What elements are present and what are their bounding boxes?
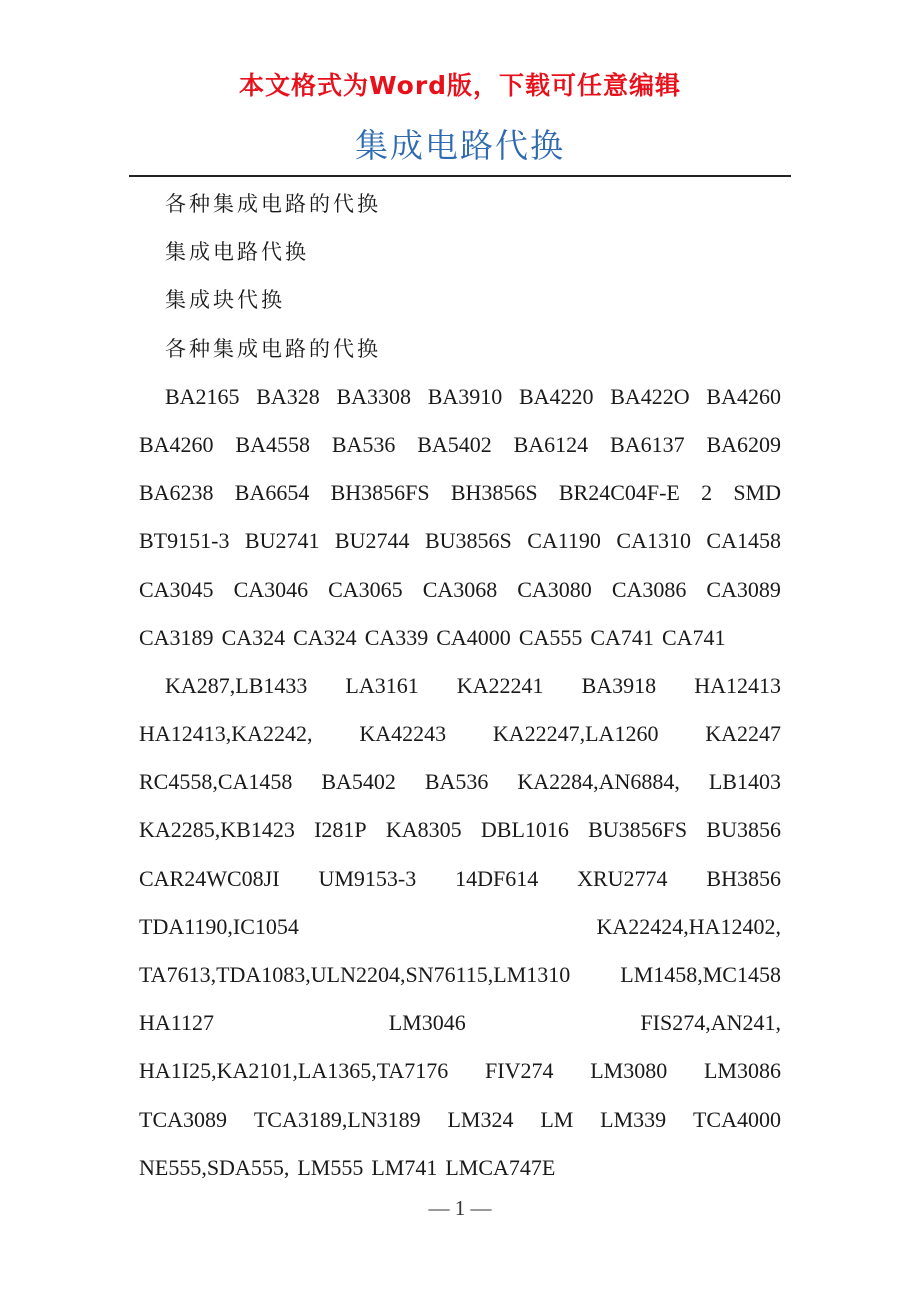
part-number: CAR24WC08JI: [139, 865, 280, 891]
part-number: KA22424,HA12402,: [596, 913, 781, 939]
part-number: CA555: [518, 624, 583, 650]
part-number: TCA4000: [692, 1106, 781, 1132]
part-number: CA1190: [527, 528, 601, 554]
text-line: [139, 710, 781, 758]
text-line: [139, 662, 781, 710]
part-number: LMCA747E: [445, 1154, 556, 1180]
part-number: CA741: [590, 624, 654, 650]
part-number: KA2247: [705, 721, 781, 747]
document-body: [139, 180, 781, 1192]
part-number: BA6209: [706, 431, 781, 457]
part-number: CA741: [661, 624, 726, 650]
part-number: BA6137: [610, 431, 685, 457]
subheading: 集成块代换: [165, 288, 285, 313]
text-line: [139, 1096, 781, 1144]
part-number: KA22241: [456, 672, 544, 698]
part-number: BH3856S: [450, 480, 538, 506]
part-number: LM3086: [703, 1058, 781, 1084]
part-number: BA5402: [321, 769, 396, 795]
text-line: [139, 903, 781, 951]
part-number: BA422O: [610, 383, 690, 409]
text-line: [139, 517, 781, 565]
part-number: LA3161: [345, 672, 419, 698]
text-line: [139, 469, 781, 517]
part-number: LM3080: [590, 1058, 668, 1084]
chip-list-paragraph-2: [139, 662, 781, 1192]
chip-list-paragraph-1: [139, 373, 781, 662]
word-format-banner: 本文格式为Word版，下载可任意编辑: [238, 71, 682, 100]
part-number: LM3046: [388, 1010, 466, 1036]
part-number: CA339: [364, 624, 429, 650]
part-number: CA3089: [706, 576, 781, 602]
part-number: BU3856S: [424, 528, 512, 554]
part-number: BA328: [256, 383, 320, 409]
part-number: CA3086: [611, 576, 687, 602]
text-line: [139, 1047, 781, 1095]
part-number: LB1403: [708, 769, 781, 795]
part-number: BA3308: [336, 383, 412, 409]
part-number: BA5402: [417, 431, 492, 457]
part-number: BU3856: [706, 817, 781, 843]
part-number: CA3065: [328, 576, 403, 602]
part-number: CA1310: [616, 528, 691, 554]
part-number: NE555,SDA555,: [139, 1154, 290, 1180]
part-number: CA3189: [139, 624, 214, 650]
part-number: 14DF614: [455, 865, 539, 891]
part-number: CA3080: [517, 576, 592, 602]
document-title: 集成电路代换: [355, 126, 565, 165]
part-number: I281P: [314, 817, 367, 843]
part-number: BA536: [424, 769, 489, 795]
part-number: KA22247,LA1260: [492, 721, 659, 747]
part-number: CA1458: [706, 528, 781, 554]
part-number: BA2165: [165, 383, 240, 409]
part-number: FIS274,AN241,: [640, 1010, 781, 1036]
part-number: CA324: [293, 624, 357, 650]
subheading: 各种集成电路的代换: [165, 336, 381, 361]
part-number: KA287,LB1433: [165, 672, 308, 698]
text-line: [139, 855, 781, 903]
part-number: 2: [701, 480, 713, 506]
text-line: [139, 614, 781, 662]
part-number: BA4220: [519, 383, 594, 409]
part-number: BA6238: [139, 480, 214, 506]
part-number: HA1I25,KA2101,LA1365,TA7176: [139, 1058, 449, 1084]
part-number: UM9153-3: [318, 865, 417, 891]
part-number: CA3045: [139, 576, 214, 602]
part-number: CA3068: [422, 576, 498, 602]
part-number: BA6654: [234, 480, 310, 506]
part-number: TCA3189,LN3189: [253, 1106, 421, 1132]
part-number: KA8305: [385, 817, 462, 843]
part-number: BA3918: [581, 672, 657, 698]
part-number: LM1458,MC1458: [620, 962, 781, 987]
text-line: [139, 421, 781, 469]
part-number: BA4260: [706, 383, 781, 409]
part-number: CA324: [221, 624, 286, 650]
title-divider: [129, 175, 791, 177]
part-number: LM741: [371, 1154, 438, 1180]
text-line: [139, 373, 781, 421]
part-number: BH3856: [706, 865, 781, 891]
part-number: XRU2774: [577, 865, 668, 891]
part-number: KA42243: [359, 721, 447, 747]
part-number: FIV274: [485, 1058, 554, 1084]
part-number: CA3046: [233, 576, 309, 602]
part-number: BR24C04F-E: [558, 480, 680, 506]
part-number: TDA1190,IC1054: [139, 913, 299, 939]
text-line: [139, 951, 781, 999]
part-number: LM555: [297, 1154, 364, 1180]
part-number: TCA3089: [139, 1106, 227, 1132]
part-number: HA12413,KA2242,: [139, 721, 313, 747]
part-number: LM: [540, 1106, 574, 1132]
part-number: SMD: [733, 480, 781, 506]
part-number: DBL1016: [480, 817, 569, 843]
text-line: [139, 999, 781, 1047]
text-line: [139, 806, 781, 854]
part-number: HA1127: [139, 1010, 214, 1036]
part-number: LM324: [447, 1106, 514, 1132]
part-number: KA2285,KB1423: [139, 817, 295, 843]
part-number: KA2284,AN6884,: [517, 769, 680, 795]
part-number: BT9151-3: [139, 528, 230, 554]
part-number: CA4000: [436, 624, 511, 650]
part-number: BU2741: [244, 528, 320, 554]
text-line: [139, 566, 781, 614]
part-number: BA3910: [427, 383, 503, 409]
part-number: BA4260: [139, 431, 214, 457]
part-number: LM339: [600, 1106, 667, 1132]
part-number: BH3856FS: [330, 480, 430, 506]
part-number: BA6124: [513, 431, 589, 457]
text-line: [139, 758, 781, 806]
part-number: BA536: [331, 431, 396, 457]
part-number: BU3856FS: [588, 817, 688, 843]
part-number: RC4558,CA1458: [139, 769, 293, 795]
text-line: [139, 1144, 781, 1192]
part-number: HA12413: [694, 672, 781, 698]
part-number: BU2744: [334, 528, 410, 554]
page-number: — 1 —: [428, 1196, 492, 1220]
subheading: 各种集成电路的代换: [165, 192, 381, 216]
subheading: 集成电路代换: [165, 240, 309, 265]
part-number: BA4558: [235, 431, 310, 457]
part-number: TA7613,TDA1083,ULN2204,SN76115,LM1310: [139, 962, 571, 987]
